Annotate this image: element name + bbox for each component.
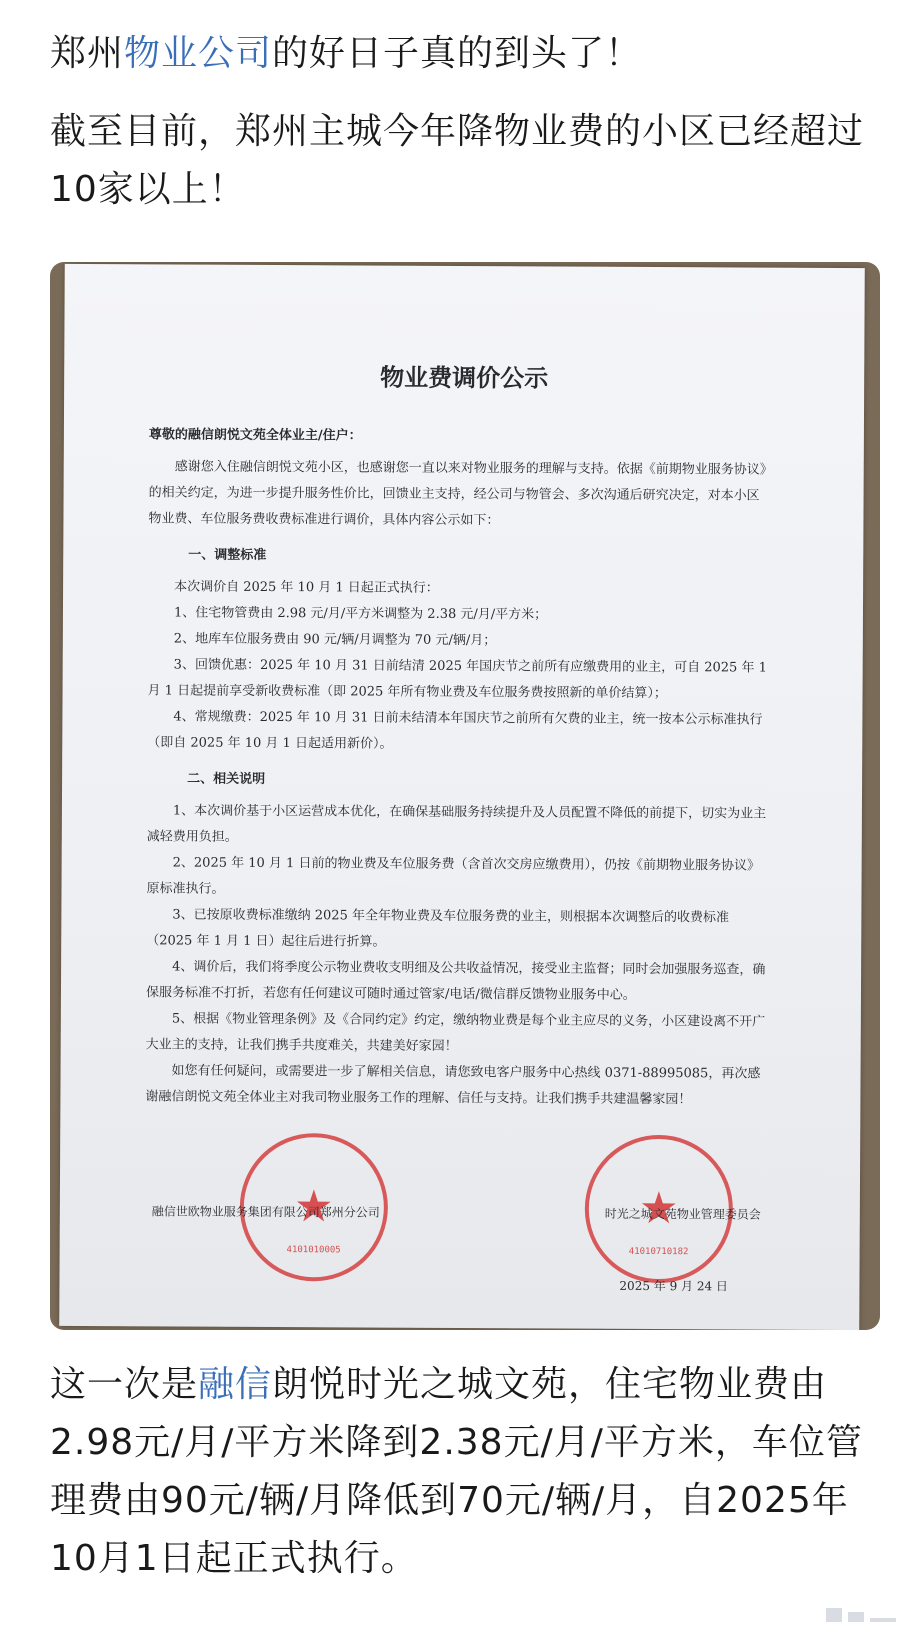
doc-s1-p1: 1、住宅物管费由 2.98 元/月/平方米调整为 2.38 元/月/平方米； bbox=[173, 605, 548, 623]
doc-s2-p5: 5、根据《物业管理条例》及《合同约定》约定，缴纳物业费是每个业主应尽的义务，小区建设离不开广大业主的支持，让我们携手共度难关，共建美好家园！ bbox=[145, 1011, 766, 1054]
intro-suffix: 的好日子真的到头了！ bbox=[272, 33, 643, 74]
notice-photo[interactable] bbox=[50, 262, 880, 1330]
outro-hashtag-link[interactable]: 融信 bbox=[198, 1364, 273, 1405]
notice-paper bbox=[59, 264, 865, 1330]
post-outro bbox=[50, 1356, 880, 1588]
seal-left-code: 4101010005 bbox=[286, 1245, 341, 1256]
signature-date: 2025 年 9 月 24 日 bbox=[619, 1278, 729, 1294]
doc-body bbox=[145, 422, 769, 1113]
doc-title: 物业费调价公示 bbox=[380, 363, 549, 393]
intro-prefix: 郑州 bbox=[50, 33, 125, 74]
doc-section-1: 一、调整标准 bbox=[188, 547, 267, 563]
star-icon: ★ bbox=[638, 1182, 679, 1235]
doc-s1-p2: 2、地库车位服务费由 90 元/辆/月调整为 70 元/辆/月； bbox=[173, 631, 497, 649]
doc-intro: 感谢您入住融信朗悦文苑小区，也感谢您一直以来对物业服务的理解与支持。依据《前期物业服务协议》的相关约定，为进一步提升服务性价比，回馈业主支持，经公司与物管会、多次沟通后研究决定，对本小区物业费、车位服务费收费标准进行调价，具体内容公示如下： bbox=[148, 459, 767, 529]
post-intro bbox=[50, 25, 880, 83]
doc-closing: 如您有任何疑问，或需要进一步了解相关信息，请您致电客户服务中心热线 0371-88995085，再次感谢融信朗悦文苑全体业主对我司物业服务工作的理解、信任与支持。让我们携手共建温馨家园！ bbox=[145, 1063, 761, 1108]
signature-committee: 时光之城文苑物业管理委员会 bbox=[604, 1206, 761, 1222]
star-icon: ★ bbox=[293, 1181, 334, 1233]
doc-s2-p1: 1、本次调价基于小区运营成本优化，在确保基础服务持续提升及人员配置不降低的前提下，切实为业主减轻费用负担。 bbox=[146, 803, 767, 845]
doc-s1-p0: 本次调价自 2025 年 10 月 1 日起正式执行： bbox=[174, 579, 439, 596]
doc-s2-p3: 3、已按原收费标准缴纳 2025 年全年物业费及车位服务费的业主，则根据本次调整后的收费标准（2025 年 1 月 1 日）起往后进行折算。 bbox=[146, 907, 730, 950]
doc-s1-p3: 3、回馈优惠：2025 年 10 月 31 日前结清 2025 年国庆节之前所有应缴费用的业主，可自 2025 年 1 月 1 日起提前享受新收费标准（即 2025 年所有物业费及车位服务费按照新的单价结算）； bbox=[147, 657, 767, 702]
seal-right-code: 41010710182 bbox=[628, 1246, 689, 1258]
post-line2: 截至目前，郑州主城今年降物业费的小区已经超过10家以上！ bbox=[50, 111, 865, 210]
outro-prefix: 这一次是 bbox=[50, 1364, 199, 1405]
doc-section-2: 二、相关说明 bbox=[187, 771, 266, 787]
doc-s2-p4: 4、调价后，我们将季度公示物业费收支明细及公共收益情况，接受业主监督；同时会加强服务巡查，确保服务标准不打折，若您有任何建议可随时通过管家/电话/微信群反馈物业服务中心。 bbox=[145, 959, 766, 1003]
doc-salutation: 尊敬的融信朗悦文苑全体业主/住户： bbox=[148, 427, 362, 444]
signature-company: 融信世欧物业服务集团有限公司郑州分公司 bbox=[151, 1204, 380, 1220]
outro-suffix: 朗悦时光之城文苑，住宅物业费由2.98元/月/平方米降到2.38元/月/平方米，车位管理费由90元/辆/月降低到70元/辆/月，自2025年10月1日起正式执行。 bbox=[50, 1364, 863, 1579]
doc-s2-p2: 2、2025 年 10 月 1 日前的物业费及车位服务费（含首次交房应缴费用），仍按《前期物业服务协议》原标准执行。 bbox=[146, 855, 761, 897]
watermark-logo bbox=[826, 1604, 896, 1622]
doc-s1-p4: 4、常规缴费：2025 年 10 月 31 日前未结清本年国庆节之前所有欠费的业主，统一按本公示标准执行（即自 2025 年 10 月 1 日起适用新价）。 bbox=[147, 709, 763, 752]
intro-hashtag-link[interactable]: 物业公司 bbox=[124, 33, 273, 74]
